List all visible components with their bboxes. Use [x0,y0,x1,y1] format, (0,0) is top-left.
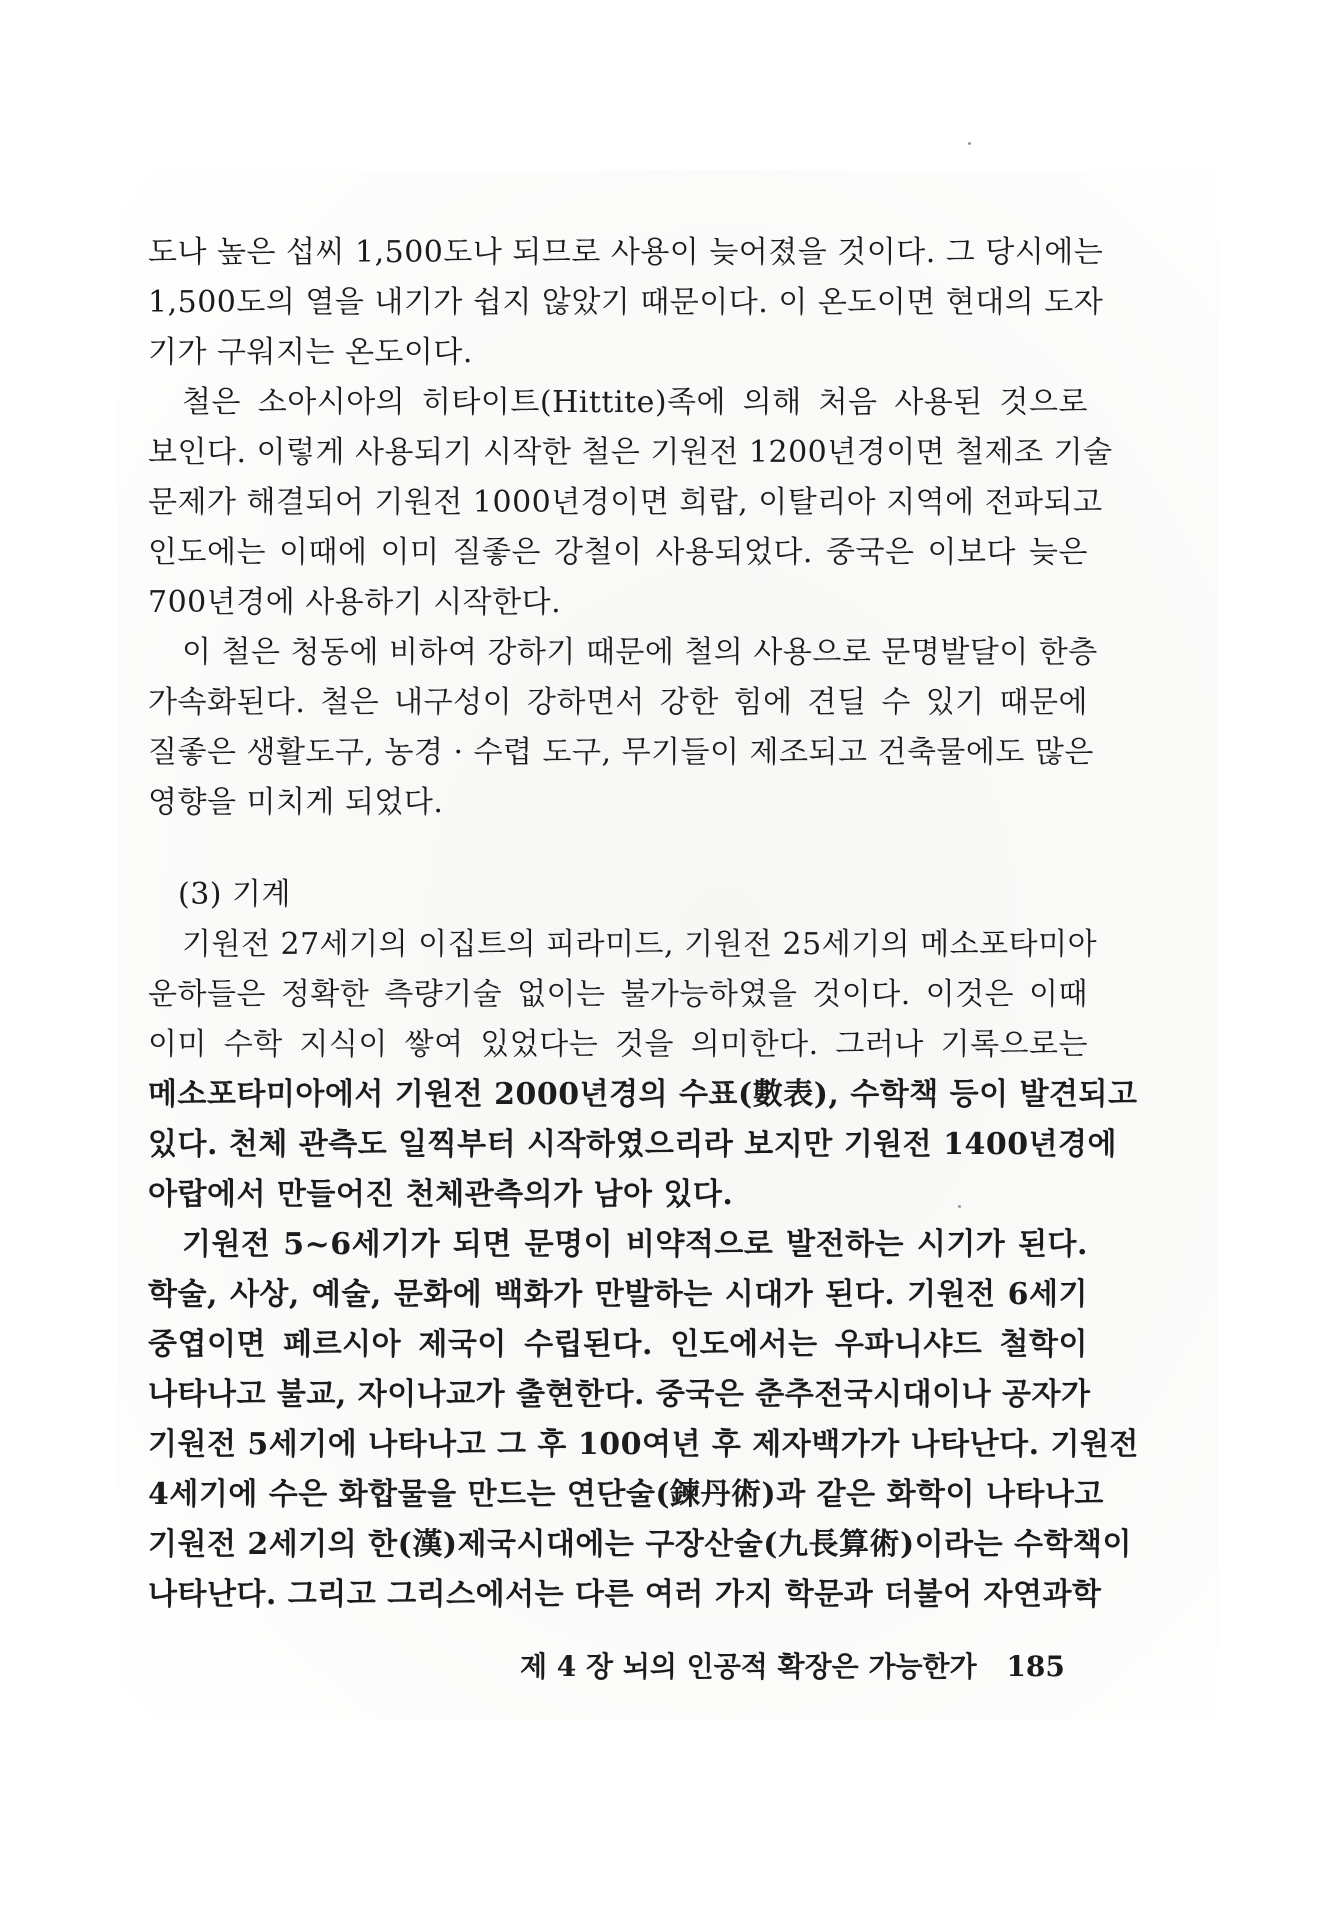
text-line: 있다. 천체 관측도 일찍부터 시작하였으리라 보지만 기원전 1400년경에 [148,1127,1118,1162]
paragraph-1 [148,228,1104,378]
text-line: 운하들은 정확한 측량기술 없이는 불가능하였을 것이다. 이것은 이때 [148,977,1088,1012]
text-line: 도나 높은 섭씨 1,500도나 되므로 사용이 늦어졌을 것이다. 그 당시에는 [148,235,1104,270]
paragraph-4 [148,920,1138,1220]
text-line: 1,500도의 열을 내기가 쉽지 않았기 때문이다. 이 온도이면 현대의 도자 [148,285,1104,320]
body-text-upper [148,228,1113,828]
running-footer-chapter-title: 제 4 장 뇌의 인공적 확장은 가능한가 [520,1650,977,1683]
text-line: 700년경에 사용하기 시작한다. [148,585,562,620]
text-line: 기원전 5세기에 나타나고 그 후 100여년 후 제자백가가 나타난다. 기원전 [148,1427,1139,1462]
text-line: 중엽이면 페르시아 제국이 수립된다. 인도에서는 우파니샤드 철학이 [148,1327,1088,1362]
scan-speck [968,142,971,145]
text-line: 기원전 2세기의 한(漢)제국시대에는 구장산술(九長算術)이라는 수학책이 [148,1527,1132,1562]
section-heading: (3) 기계 [178,877,291,912]
body-text-lower [148,870,1139,1620]
text-line: 나타나고 불교, 자이나교가 출현한다. 중국은 춘추전국시대이나 공자가 [148,1377,1091,1412]
text-line: 이미 수학 지식이 쌓여 있었다는 것을 의미한다. 그러나 기록으로는 [148,1027,1088,1062]
page-number: 185 [1006,1650,1065,1683]
paragraph-2 [148,378,1113,628]
text-line: 질좋은 생활도구, 농경 · 수렵 도구, 무기들이 제조되고 건축물에도 많은 [148,735,1094,770]
text-line: 문제가 해결되어 기원전 1000년경이면 희랍, 이탈리아 지역에 전파되고 [148,485,1103,520]
text-line: 이 철은 청동에 비하여 강하기 때문에 철의 사용으로 문명발달이 한층 [182,635,1098,670]
text-line: 4세기에 수은 화합물을 만드는 연단술(鍊丹術)과 같은 화학이 나타나고 [148,1477,1104,1512]
text-line: 보인다. 이렇게 사용되기 시작한 철은 기원전 1200년경이면 철제조 기술 [148,435,1113,470]
text-line: 기원전 27세기의 이집트의 피라미드, 기원전 25세기의 메소포타미아 [182,927,1098,962]
text-line: 아랍에서 만들어진 천체관측의가 남아 있다. [148,1177,734,1212]
page-footer [520,1645,1065,1685]
text-line: 메소포타미아에서 기원전 2000년경의 수표(數表), 수학책 등이 발견되고 [148,1077,1138,1112]
paragraph-3 [148,628,1098,828]
text-line: 기가 구워지는 온도이다. [148,335,473,370]
text-line: 가속화된다. 철은 내구성이 강하면서 강한 힘에 견딜 수 있기 때문에 [148,685,1088,720]
text-line: 철은 소아시아의 히타이트(Hittite)족에 의해 처음 사용된 것으로 [182,385,1088,420]
text-line: 기원전 5~6세기가 되면 문명이 비약적으로 발전하는 시기가 된다. [182,1227,1088,1262]
text-line: 영향을 미치게 되었다. [148,785,444,820]
text-line: 나타난다. 그리고 그리스에서는 다른 여러 가지 학문과 더불어 자연과학 [148,1577,1102,1612]
paragraph-5 [148,1220,1139,1620]
text-line: 학술, 사상, 예술, 문화에 백화가 만발하는 시대가 된다. 기원전 6세기 [148,1277,1088,1312]
text-line: 인도에는 이때에 이미 질좋은 강철이 사용되었다. 중국은 이보다 늦은 [148,535,1088,570]
